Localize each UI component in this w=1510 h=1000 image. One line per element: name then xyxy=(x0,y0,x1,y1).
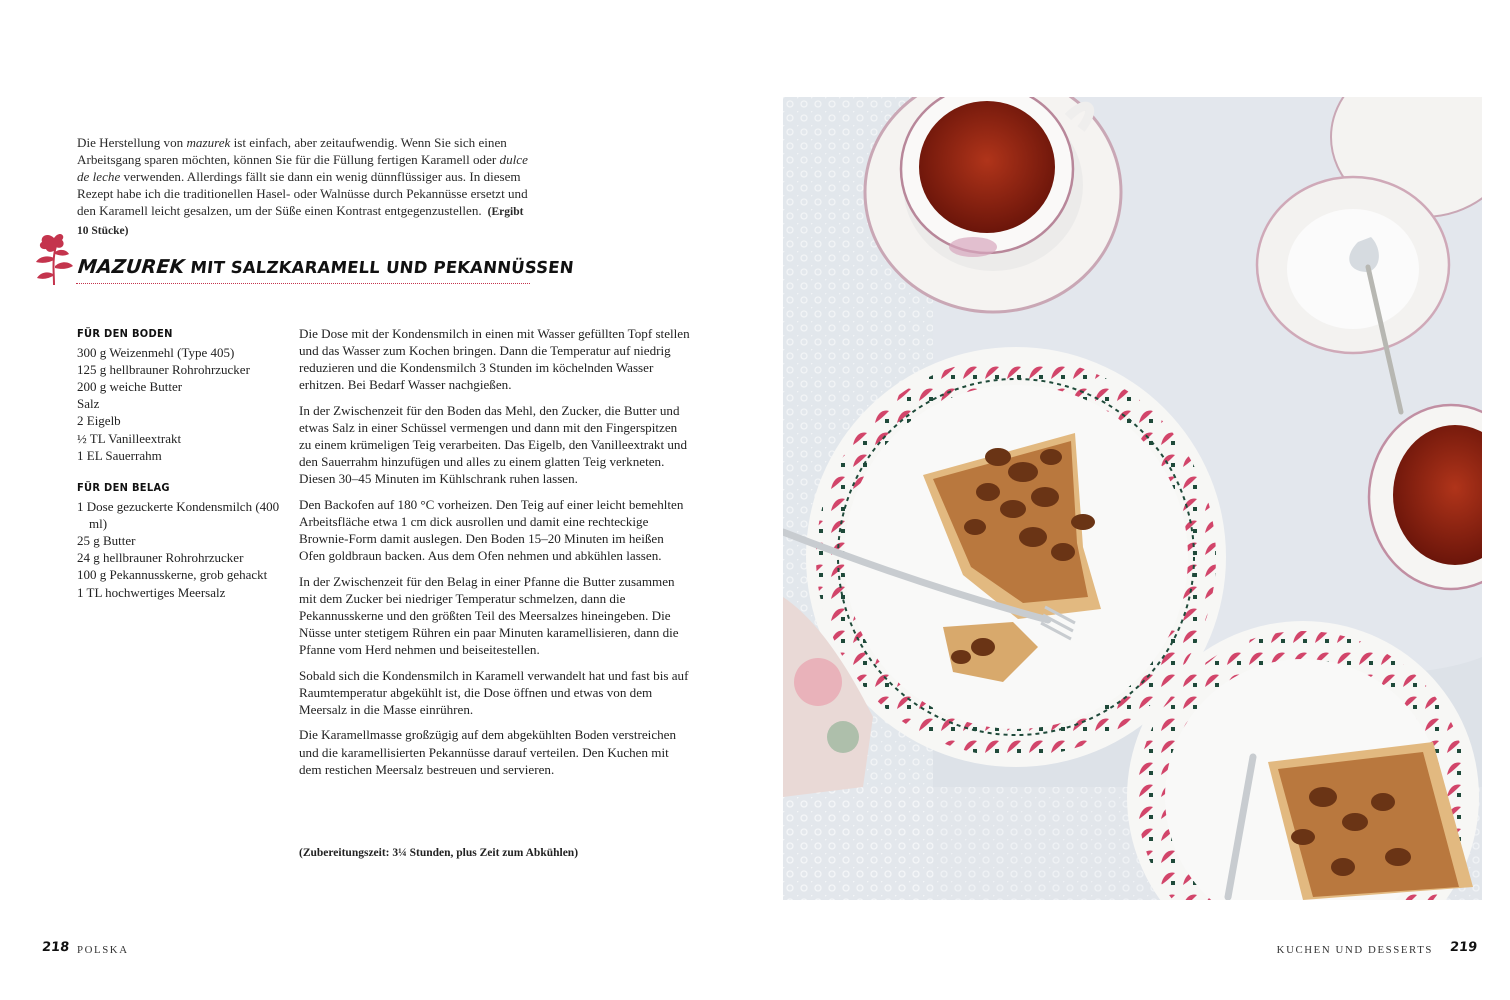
method-paragraph: Die Karamellmasse großzügig auf dem abgekühlten Boden verstreichen und die karamellisierten Pekannüsse darauf verteilen. Den Kuchen mit dem restichen Meersalz bestreuen und servieren. xyxy=(299,727,677,777)
right-page-number: 219 xyxy=(1449,940,1478,955)
photo-illustration xyxy=(783,97,1482,900)
method-paragraph: Den Backofen auf 180 °C vorheizen. Den Teig auf einer leicht bemehlten Arbeitsfläche etwa 1 cm dick ausrollen und damit eine rechteckige Brownie-Form damit auslegen. Den Boden 15–20 Minuten im heißen Ofen goldbraun backen. Aus dem Ofen nehmen und abkühlen lassen. xyxy=(299,496,684,564)
ingredient-item: 1 TL hochwertiges Meersalz xyxy=(77,584,226,600)
left-page-number: 218 xyxy=(41,940,70,955)
intro-text-3: verwenden. Allerdings fällt sie dann ein wenig dünnflüssiger aus. In diesem Rezept habe ich die traditionellen Hasel- oder Walnüsse durch Pekannüsse ersetzt und den Karamell leicht gesalzen, um der Süße einen Kontrast entgegenzustellen. xyxy=(77,169,528,219)
method-paragraph: In der Zwischenzeit für den Belag in einer Pfanne die Butter zusammen mit dem Zucker bei niedriger Temperatur schmelzen, dann die Pekannusskerne und den größten Teil des Meersalzes hineingeben. Die Nüsse unter stetigem Rühren ein paar Minuten karamellisieren, dann die Pfanne vom Herd nehmen und beiseitestellen. xyxy=(299,573,679,658)
method-paragraph: In der Zwischenzeit für den Boden das Mehl, den Zucker, die Butter und etwas Salz in einer Schüssel vermengen und dann mit den Fingerspitzen zu einem krümeligen Teig verarbeiten. Das Eigelb, den Vanilleextrakt und den Sauerrahm hinzufügen und alles zu einem glatten Teig verkneten. Diesen 30–45 Minuten im Kühlschrank ruhen lassen. xyxy=(299,402,688,487)
base-heading: FÜR DEN BODEN xyxy=(77,327,173,340)
recipe-title-rest: MIT SALZKARAMELL UND PEKANNÜSSEN xyxy=(183,258,575,277)
topping-heading: FÜR DEN BELAG xyxy=(77,481,170,494)
ingredient-item: 125 g hellbrauner Rohrohrzucker xyxy=(77,362,250,378)
prep-time: (Zubereitungszeit: 3¼ Stunden, plus Zeit zum Abkühlen) xyxy=(299,847,579,859)
method-steps xyxy=(299,325,691,786)
recipe-title xyxy=(77,256,575,278)
method-paragraph: Sobald sich die Kondensmilch in Karamell verwandelt hat und fast bis auf Raumtemperatur abgekühlt ist, die Dose öffnen und etwas von dem Meersalz in die Masse einrühren. xyxy=(299,667,689,717)
title-divider xyxy=(76,283,530,284)
left-running-footer: POLSKA xyxy=(77,944,129,956)
ingredient-item: 25 g Butter xyxy=(77,533,136,549)
intro-paragraph xyxy=(77,134,535,241)
base-list xyxy=(77,344,287,464)
ingredient-item: 200 g weiche Butter xyxy=(77,379,183,395)
topping-list xyxy=(77,498,287,601)
intro-text-mazurek: mazurek xyxy=(186,135,231,150)
ingredient-item: Salz xyxy=(77,396,100,412)
yield-note: (Ergibt 10 Stücke) xyxy=(77,206,524,238)
recipe-photo xyxy=(783,97,1482,900)
ingredient-item: 100 g Pekannusskerne, grob gehackt xyxy=(77,567,268,583)
intro-text-2: ist einfach, aber zeitaufwendig. Wenn Sie sich einen Arbeitsgang sparen möchten, können Sie für die Füllung fertigen Karamell oder xyxy=(77,135,507,168)
ingredient-item: ½ TL Vanilleextrakt xyxy=(77,430,182,446)
ingredient-item: 24 g hellbrauner Rohrohrzucker xyxy=(77,550,244,566)
right-running-footer: KUCHEN UND DESSERTS xyxy=(1276,944,1433,956)
ingredients-base xyxy=(77,325,287,464)
ingredient-item: 2 Eigelb xyxy=(77,413,121,429)
ingredient-item: 1 EL Sauerrahm xyxy=(77,447,162,463)
intro-text-1: Die Herstellung von xyxy=(77,135,187,150)
intro-text-dulce: dulce de leche xyxy=(77,152,528,185)
ingredients-topping xyxy=(77,479,287,601)
ingredient-item: 1 Dose gezuckerte Kondensmilch (400 ml) xyxy=(77,499,280,532)
flower-ornament-icon xyxy=(34,228,74,286)
method-paragraph: Die Dose mit der Kondensmilch in einen mit Wasser gefüllten Topf stellen und das Wasser zum Kochen bringen. Dann die Temperatur auf niedrig reduzieren und die Kondensmilch 3 Stunden im köchelnden Wasser erhitzen. Bei Bedarf Wasser nachgießen. xyxy=(299,326,690,393)
ingredient-item: 300 g Weizenmehl (Type 405) xyxy=(77,345,235,361)
recipe-title-main: MAZUREK xyxy=(76,256,186,278)
